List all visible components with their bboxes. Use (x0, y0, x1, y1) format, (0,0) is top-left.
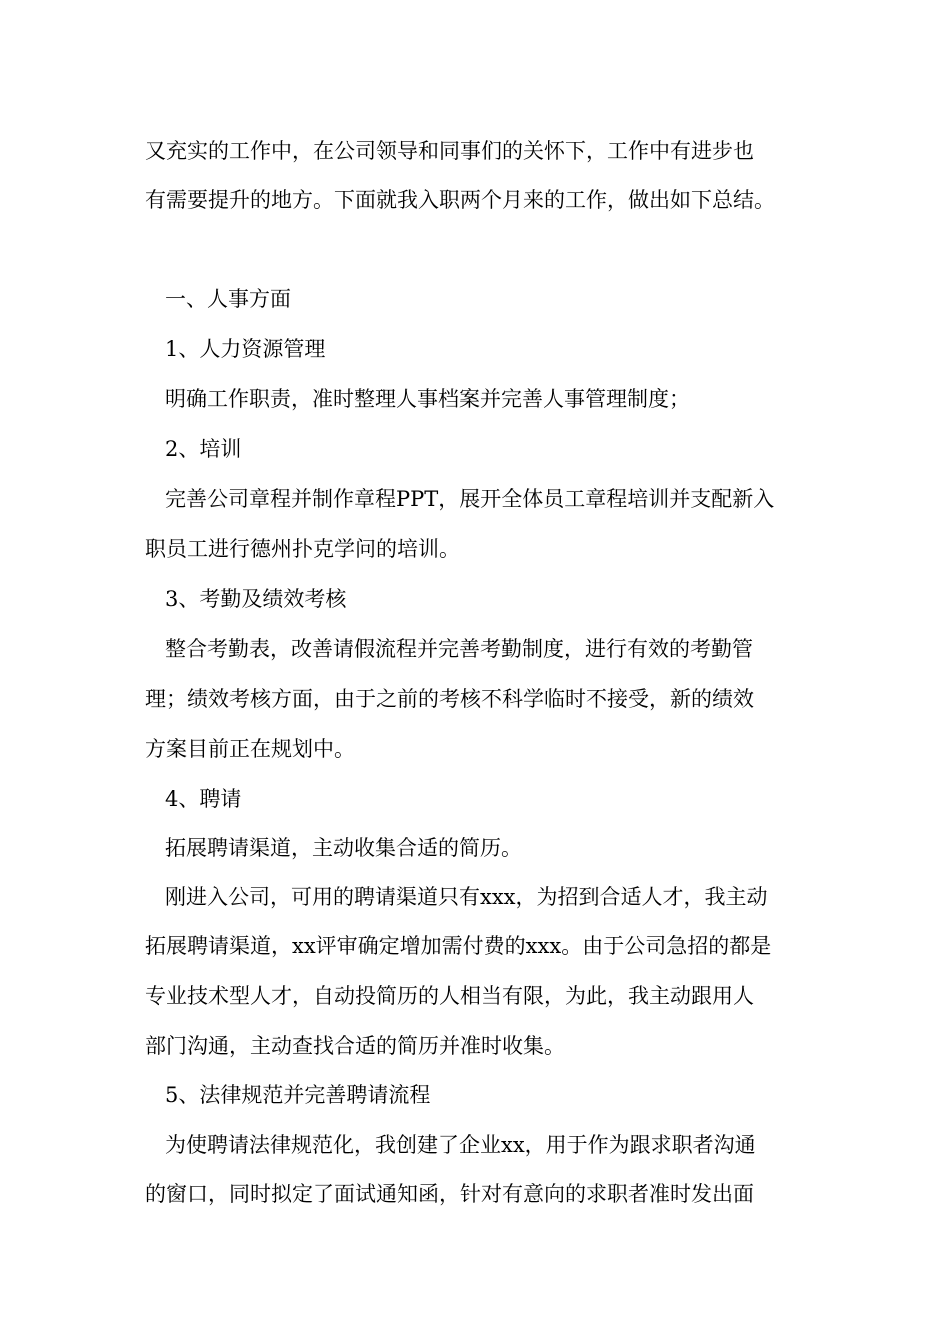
paragraph-line: 的窗口，同时拟定了面试通知函，针对有意向的求职者准时发出面 (145, 1182, 754, 1206)
paragraph-line: 拓展聘请渠道，xx评审确定增加需付费的xxx。由于公司急招的都是 (145, 934, 772, 958)
paragraph-line: 职员工进行德州扑克学问的培训。 (145, 537, 460, 561)
paragraph-line: 又充实的工作中，在公司领导和同事们的关怀下，工作中有进步也 (145, 139, 754, 163)
paragraph-line: 有需要提升的地方。下面就我入职两个月来的工作，做出如下总结。 (145, 188, 775, 212)
paragraph-line: 拓展聘请渠道，主动收集合适的简历。 (165, 836, 522, 860)
paragraph-line: 部门沟通，主动查找合适的简历并准时收集。 (145, 1034, 565, 1058)
paragraph-line: 专业技术型人才，自动投简历的人相当有限，为此，我主动跟用人 (145, 984, 754, 1008)
section-heading: 一、人事方面 (165, 287, 291, 311)
subsection-heading: 4、聘请 (165, 787, 242, 811)
paragraph-line: 整合考勤表，改善请假流程并完善考勤制度，进行有效的考勤管 (165, 637, 753, 661)
subsection-heading: 5、法律规范并完善聘请流程 (165, 1083, 431, 1107)
paragraph-line: 理；绩效考核方面，由于之前的考核不科学临时不接受，新的绩效 (145, 687, 754, 711)
paragraph-line: 明确工作职责，准时整理人事档案并完善人事管理制度； (165, 387, 690, 411)
paragraph-line: 刚进入公司，可用的聘请渠道只有xxx，为招到合适人才，我主动 (165, 885, 768, 909)
subsection-heading: 3、考勤及绩效考核 (165, 587, 347, 611)
paragraph-line: 完善公司章程并制作章程PPT，展开全体员工章程培训并支配新入 (165, 487, 775, 511)
paragraph-line: 方案目前正在规划中。 (145, 737, 355, 761)
subsection-heading: 1、人力资源管理 (165, 337, 326, 361)
subsection-heading: 2、培训 (165, 437, 242, 461)
paragraph-line: 为使聘请法律规范化，我创建了企业xx，用于作为跟求职者沟通 (165, 1133, 756, 1157)
